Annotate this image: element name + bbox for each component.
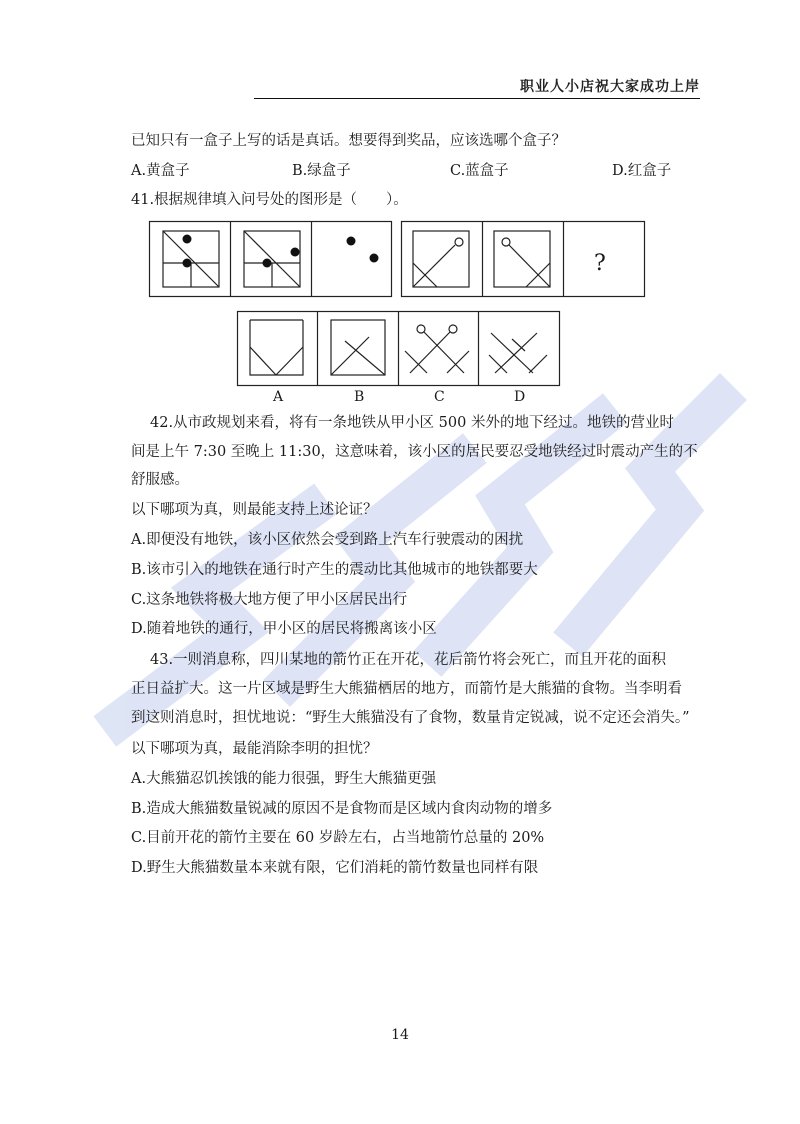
q41-answer-label-c: C — [434, 389, 445, 405]
q43-question: 以下哪项为真，最能消除李明的担忧？ — [131, 741, 378, 757]
q40-stem-tail: 已知只有一盒子上写的话是真话。想要得到奖品，应该选哪个盒子？ — [131, 133, 566, 149]
header-title: 职业人小店祝大家成功上岸 — [520, 79, 700, 95]
q42-stem-line-1: 42.从市政规划来看，将有一条地铁从甲小区 500 米外的地下经过。地铁的营业时 — [150, 415, 674, 431]
page-number: 14 — [391, 1027, 409, 1043]
q43-option-b: B.造成大熊猫数量锐减的原因不是食物而是区域内食肉动物的增多 — [131, 801, 553, 817]
q41-sequence-figure — [149, 221, 645, 297]
q42-question: 以下哪项为真，则最能支持上述论证？ — [131, 502, 378, 518]
q40-option-d: D.红盒子 — [612, 163, 672, 179]
q42-option-a: A.即便没有地铁，该小区依然会受到路上汽车行驶震动的困扰 — [131, 532, 524, 548]
seq-cell-5 — [494, 231, 550, 287]
seq-cell-4 — [413, 231, 469, 287]
q41-question-mark: ? — [594, 251, 606, 276]
q42-option-b: B.该市引入的地铁在通行时产生的震动比其他城市的地铁都要大 — [131, 562, 538, 578]
q43-stem-line-3: 到这则消息时，担忧地说：“野生大熊猫没有了食物，数量肯定锐减，说不定还会消失。” — [131, 710, 690, 726]
q41-answer-figure — [237, 311, 560, 386]
q40-option-a: A.黄盒子 — [131, 163, 190, 179]
q43-option-c: C.目前开花的箭竹主要在 60 岁龄左右，占当地箭竹总量的 20% — [131, 830, 545, 846]
q42-option-c: C.这条地铁将极大地方便了甲小区居民出行 — [131, 592, 408, 608]
q41-stem: 41.根据规律填入问号处的图形是（ ）。 — [131, 192, 408, 208]
q42-stem-line-3: 舒服感。 — [131, 472, 189, 488]
answer-b-shape — [331, 320, 385, 375]
q43-option-a: A.大熊猫忍饥挨饿的能力很强，野生大熊猫更强 — [131, 771, 437, 787]
answer-d-shape — [489, 333, 547, 373]
q42-stem-line-2: 间是上午 7:30 至晚上 11:30，这意味着，该小区的居民要忍受地铁经过时震动产生的不 — [131, 444, 698, 460]
answer-a-shape — [250, 320, 303, 375]
q40-option-b: B.绿盒子 — [292, 163, 351, 179]
q40-option-c: C.蓝盒子 — [450, 163, 509, 179]
q41-answer-label-b: B — [354, 389, 365, 405]
q42-option-d: D.随着地铁的通行，甲小区的居民将搬离该小区 — [131, 621, 437, 637]
q43-stem-line-2: 正日益扩大。这一片区域是野生大熊猫栖居的地方，而箭竹是大熊猫的食物。当李明看 — [131, 681, 682, 697]
answer-c-shape — [405, 325, 469, 373]
q43-option-d: D.野生大熊猫数量本来就有限，它们消耗的箭竹数量也同样有限 — [131, 860, 539, 876]
header-divider — [254, 98, 700, 99]
q41-answer-label-d: D — [514, 389, 526, 405]
seq-cell-2 — [244, 231, 300, 287]
q41-answer-label-a: A — [273, 389, 284, 405]
q43-stem-line-1: 43.一则消息称，四川某地的箭竹正在开花，花后箭竹将会死亡，而且开花的面积 — [150, 652, 667, 668]
